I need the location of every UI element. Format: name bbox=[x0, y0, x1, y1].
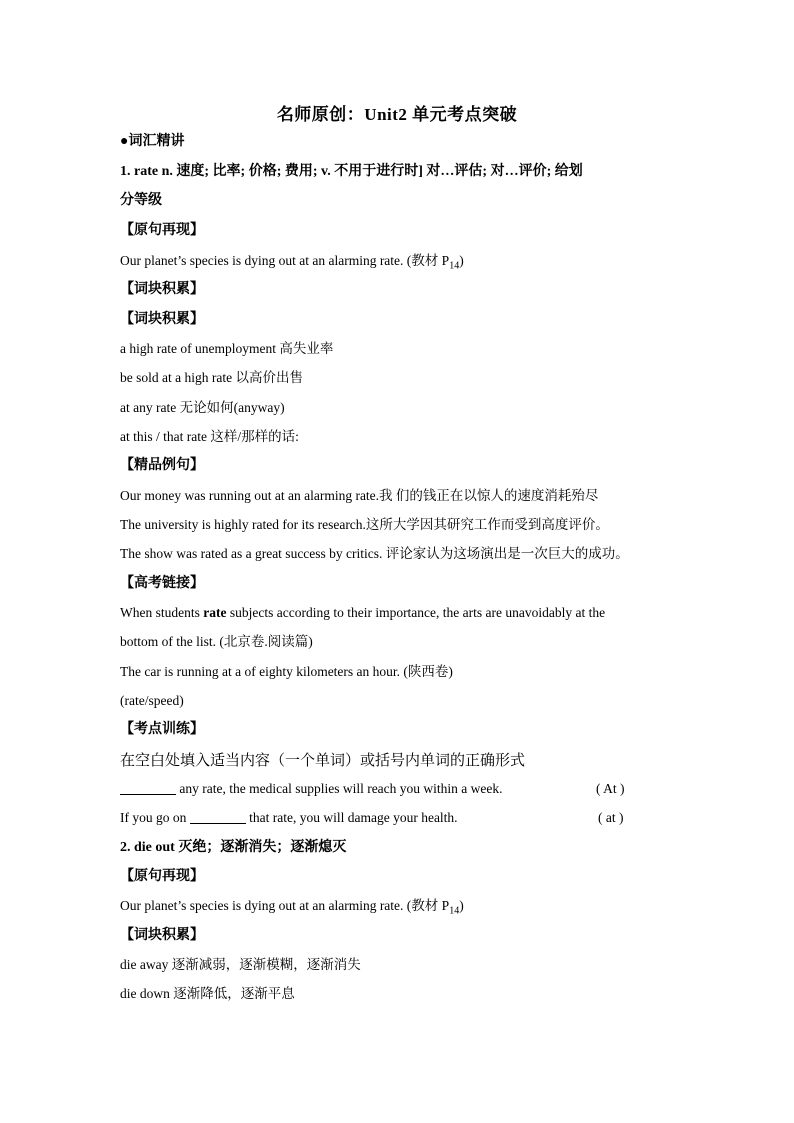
item2-original-end: ) bbox=[459, 898, 464, 913]
chunk-line: die down 逐渐降低，逐渐平息 bbox=[120, 986, 295, 1001]
item1-label-examples: 【精品例句】 bbox=[120, 458, 204, 473]
item1-heading-line2: 分等级 bbox=[120, 193, 162, 208]
gaokao-sentence-1-line2: bottom of the list. (北京卷.阅读篇) bbox=[120, 634, 313, 649]
section-vocab-heading: ●词汇精讲 bbox=[120, 134, 185, 149]
page-title: 名师原创：Unit2 单元考点突破 bbox=[276, 105, 518, 124]
item1-label-original: 【原句再现】 bbox=[120, 223, 204, 238]
item1-original-text: Our planet’s species is dying out at an alarming rate. (教材 P bbox=[120, 253, 450, 268]
example-sentence: Our money was running out at an alarming rate.我 们的钱正在以惊人的速度消耗殆尽 bbox=[120, 488, 599, 503]
item2-original-sentence bbox=[120, 896, 720, 922]
answer-blank[interactable] bbox=[190, 809, 246, 824]
item2-heading: 2. die out 灭绝；逐渐消失；逐渐熄灭 bbox=[120, 840, 347, 855]
example-sentence: The show was rated as a great success by critics. 评论家认为这场演出是一次巨大的成功。 bbox=[120, 546, 629, 561]
train2-pre: If you go on bbox=[120, 810, 190, 825]
item1-label-chunk1: 【词块积累】 bbox=[120, 282, 204, 297]
item2-label-chunk: 【词块积累】 bbox=[120, 928, 204, 943]
item1-label-gaokao: 【高考链接】 bbox=[120, 576, 204, 591]
gaokao-answer-2: (rate/speed) bbox=[120, 693, 184, 708]
training-instruction: 在空白处填入适当内容（一个单词）或括号内单词的正确形式 bbox=[120, 751, 526, 769]
chunk-line: a high rate of unemployment 高失业率 bbox=[120, 341, 334, 356]
gaokao1-bold-word: rate bbox=[203, 605, 227, 620]
chunk-line: die away 逐渐减弱，逐渐模糊，逐渐消失 bbox=[120, 957, 361, 972]
example-sentence: The university is highly rated for its research.这所大学因其研究工作而受到高度评价。 bbox=[120, 517, 609, 532]
item1-label-training: 【考点训练】 bbox=[120, 722, 204, 737]
train1-text: any rate, the medical supplies will reach you within a week. bbox=[176, 781, 503, 796]
item1-original-end: ) bbox=[459, 253, 464, 268]
chunk-line: at this / that rate 这样/那样的话: bbox=[120, 429, 299, 444]
item1-heading-line1: 1. rate n. 速度; 比率; 价格; 费用; v. 不用于进行时] 对…评估; 对…评价; 给划 bbox=[120, 164, 583, 179]
item2-original-text: Our planet’s species is dying out at an alarming rate. (教材 P bbox=[120, 898, 450, 913]
gaokao-sentence-2: The car is running at a of eighty kilometers an hour. (陕西卷) bbox=[120, 664, 453, 679]
item1-original-sentence bbox=[120, 251, 720, 277]
chunk-line: be sold at a high rate 以高价出售 bbox=[120, 370, 303, 385]
item1-label-chunk2: 【词块积累】 bbox=[120, 312, 204, 327]
gaokao1-start: When students bbox=[120, 605, 204, 620]
item2-original-sub: 14 bbox=[449, 905, 460, 917]
training-answer-1: ( At ) bbox=[596, 781, 625, 796]
train2-text: that rate, you will damage your health. bbox=[245, 810, 458, 825]
chunk-line: at any rate 无论如何(anyway) bbox=[120, 400, 285, 415]
item2-label-original: 【原句再现】 bbox=[120, 869, 204, 884]
training-answer-2: ( at ) bbox=[598, 810, 624, 825]
answer-blank[interactable] bbox=[120, 780, 176, 795]
gaokao-sentence-1 bbox=[120, 603, 720, 623]
gaokao1-rest: subjects according to their importance, the arts are unavoidably at the bbox=[226, 605, 606, 620]
item1-original-sub: 14 bbox=[449, 260, 460, 272]
